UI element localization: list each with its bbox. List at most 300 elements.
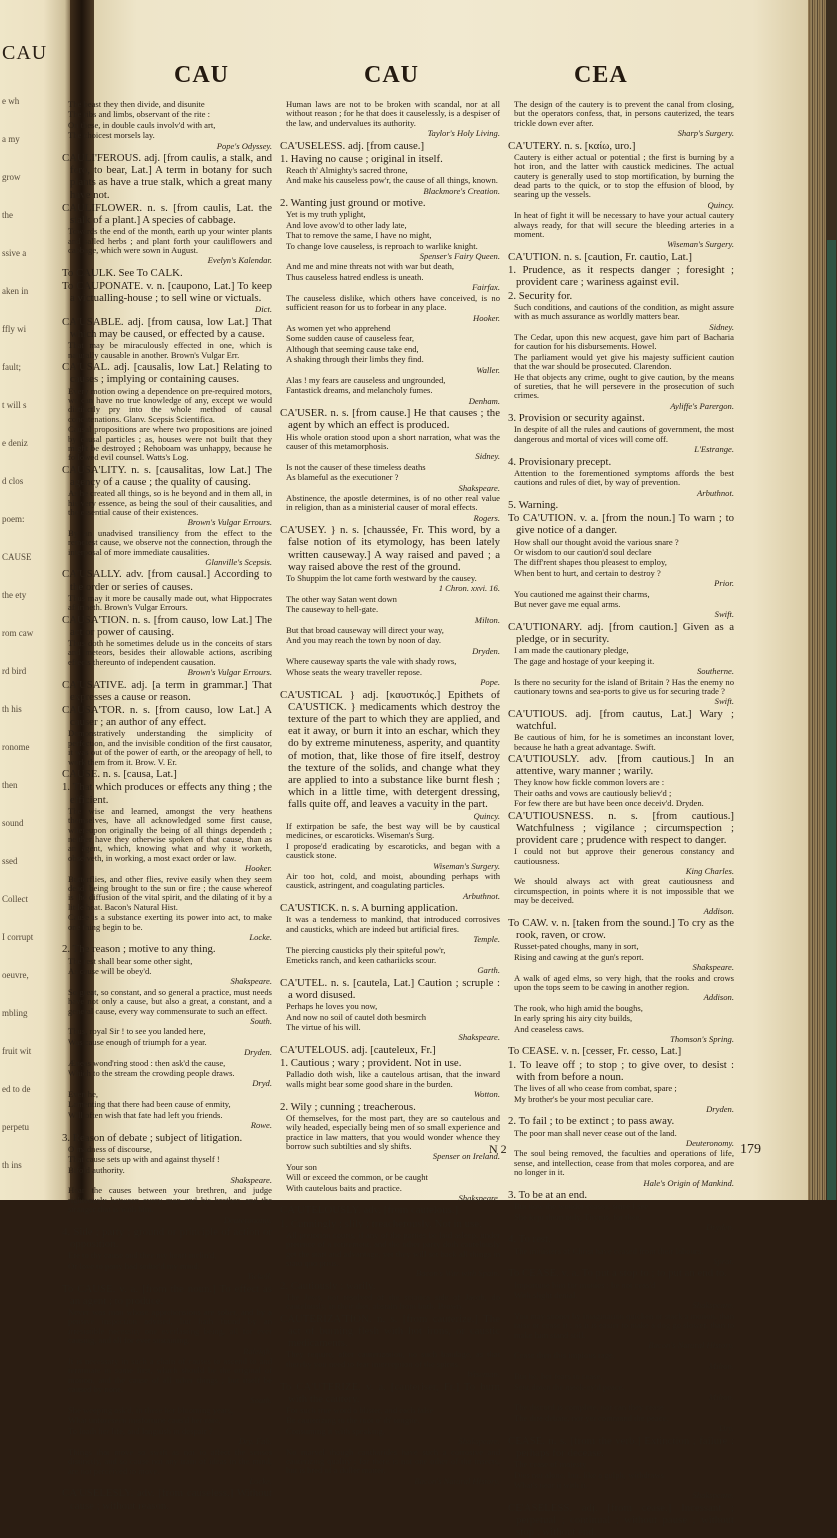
left-page-line: d clos: [2, 476, 24, 486]
citation: Wiseman's Surgery.: [667, 239, 734, 250]
dictionary-entry: 2. To fail ; to be extinct ; to pass away.: [508, 1115, 675, 1128]
quotation: The other way Satan went down: [286, 593, 397, 604]
quotation: Perhaps he loves you now,: [286, 1001, 378, 1012]
citation: Sidney.: [475, 451, 500, 462]
dictionary-entry: To CAW. v. n. [taken from the sound.] To cry as the rook, raven, or crow.: [508, 917, 734, 942]
citation: Brown's Vulgar Errours.: [187, 667, 272, 678]
quotation: Air too hot, cold, and moist, abounding perhaps with caustick, astringent, and coagulating particles.: [286, 870, 500, 891]
dictionary-entry: CA'UTIOUSNESS. n. s. [from cautious.] Watchfulness ; vigilance ; circumspection ; provident care ; prudence with respect to danger.: [508, 809, 734, 846]
quotation: But never gave me equal arms.: [514, 599, 621, 610]
quotation: What unforeseen misfortune caus'd her care,: [68, 1415, 221, 1426]
quotation: When bent to hurt, and certain to destroy ?: [514, 567, 661, 578]
quotation: Abstinence, the apostle determines, is of no other real value in religion, than as a ministerial causer of moral effects.: [286, 493, 500, 513]
left-page-line: fruit wit: [2, 1046, 32, 1056]
left-page-line: ronome: [2, 742, 30, 752]
citation: Deuteronomy.: [223, 1214, 272, 1225]
quotation: Be cauterizing to the root o' th' tongue,: [286, 1415, 420, 1426]
quotation: By an unadvised transiliency from the effect to the remotest cause, we observe not the connection, through the interposal of more immediate causalities.: [68, 527, 272, 557]
quotation: The ministers of Christ have ceased from their labours.: [514, 1245, 704, 1256]
quotation: Although that seeming cause take end,: [286, 343, 419, 354]
headword-center: CAU: [364, 62, 419, 88]
citation: Shakspeare.: [692, 962, 734, 973]
quotation: Causal propositions are where two propositions are joined by causal particles ; as, houses were not built that they might be destroyed ; Rehoboam was unhappy, because he followed evil counsel. Watts's Log.: [68, 424, 272, 463]
citation: 1 Chron. xxvi. 16.: [438, 583, 500, 594]
quotation: The wise and learned, amongst the very heathens themselves, have all acknowledged some first cause, whereupon originally the being of all things dependeth ; neither have they otherwise spoken of that cause, than as an agent, which, knowing what and why it worketh, observeth, in working, a most exact order or law.: [68, 805, 272, 863]
quotation: The lives of all who cease from combat, spare ;: [514, 1083, 677, 1094]
citation: Quincy.: [707, 199, 734, 210]
citation: Blackmore's Creation.: [423, 185, 500, 196]
quotation: The virtue of his will.: [286, 1022, 361, 1033]
dictionary-entry: To CAUPONATE. v. n. [caupono, Lat.] To keep a victualling-house ; to sell wine or victuals.: [62, 280, 272, 305]
quotation: Was cause enough of triumph for a year.: [68, 1036, 207, 1047]
dictionary-page: [62, 0, 810, 1538]
dictionary-entry: CA'USAL. adj. [causalis, low Lat.] Relating to causes ; implying or containing causes.: [62, 361, 272, 386]
citation: Hooker.: [245, 863, 272, 874]
quotation: My brother's be your most peculiar care.: [514, 1093, 654, 1104]
left-running-head: CAU: [2, 42, 48, 64]
quotation: In early spring his airy city builds,: [514, 1013, 633, 1024]
left-page-line: ssed: [2, 856, 18, 866]
citation: Wiseman.: [466, 1369, 500, 1380]
quotation: I propose'd eradicating by escaroticks, and began with a caustick stone.: [286, 840, 500, 861]
left-page-line: fault;: [2, 362, 21, 372]
dictionary-entry: CAUSA'LITY. n. s. [causalitas, low Lat.] The agency of a cause ; the quality of causing.: [62, 463, 272, 488]
dictionary-entry: CAULIFLOWER. n. s. [from caulis, Lat. the stalk of a plant.] A species of cabbage.: [62, 201, 272, 227]
citation: Taylor's Holy Living.: [427, 128, 500, 139]
dictionary-entry: 3. To be at an end.: [508, 1188, 588, 1201]
dictionary-entry: CA'UTION. n. s. [caution, Fr. cautio, Lat.]: [508, 250, 692, 263]
quotation: And make his causeless pow'r, the cause of all things, known.: [286, 175, 498, 186]
dictionary-entry: CAUTERIZA'TION. n. s. [from cauterize.] The act of burning flesh with hot irons, or caustic medicaments.: [280, 1312, 500, 1350]
dictionary-entry: 1. That which produces or effects any thing ; the efficient.: [62, 781, 272, 806]
left-page-line: the ety: [2, 590, 27, 600]
quotation: On these, in double cauls involv'd with art,: [68, 119, 216, 130]
quotation: With cautelous baits and practice.: [286, 1182, 402, 1193]
quotation: You cautioned me against their charms,: [514, 588, 650, 599]
dictionary-entry: 4. To rest.: [508, 1233, 551, 1246]
quotation: No marvel though cantharides have such a corrosive and cauterizing quality ; for there is not one other of the insects, but is bred of a duller matter.: [286, 1446, 500, 1476]
quotation: Bifold authority.: [68, 1164, 125, 1175]
citation: Glanville's Scepsis.: [205, 557, 272, 568]
quotation: Æneas wond'ring stood : then ask'd the cause,: [68, 1057, 226, 1068]
quotation: For such true word a blister, and each false: [286, 1405, 434, 1416]
citation: Shakspeare.: [458, 1032, 500, 1043]
dictionary-entry: CA'USTICK. n. s. A burning application.: [280, 902, 458, 915]
citation: Rowe.: [250, 1120, 272, 1131]
quotation: The beast they then divide, and disunite: [68, 99, 205, 109]
quotation: That to remove the same, I have no might,: [286, 230, 432, 241]
citation: Dryden.: [244, 1047, 272, 1058]
citation: Southerne.: [697, 666, 734, 677]
quotation: Russet-pated choughs, many in sort,: [514, 941, 639, 952]
quotation: Hear the causes between your brethren, and judge righteously between every man and his brother, and the stranger that is with him.: [68, 1185, 272, 1215]
dictionary-entry: CA'UTEL. n. s. [cautela, Lat.] Caution ; scruple : a word disused.: [280, 976, 500, 1002]
citation: Evelyn's Kalendar.: [207, 255, 272, 266]
quotation: The rest shall bear some other sight,: [68, 955, 193, 966]
dictionary-entry: CA'USTICAL } adj. [καυστικός.] Epithets of CA'USTICK. } medicaments which destroy the texture of the part to which they are applied, and eat it away, or burn it into an eschar, which they do by extreme minuteness, asperity, and quantity of motion, that, like those of fire itself, destroy the texture of the solids, and change what they are applied to into a substance like burnt flesh ; which in a little time, with detergent dressing, falls quite off, and leaves a vacuity in the part.: [280, 688, 500, 811]
quotation: Butterflies, and other flies, revive easily when they seem dead, being brought to the sun or fire ; the cause whereof is the diffusion of the vital spirit, and the dilating of it by a little heat. Bacon's Natural Hist.: [68, 873, 272, 912]
quotation: As cause will be obey'd.: [68, 966, 152, 977]
quotation: What's near it with it.: [514, 1479, 588, 1490]
quotation: Thus causeless hatred endless is uneath.: [286, 271, 424, 282]
citation: Bacon's Natural History.: [414, 1475, 500, 1486]
citation: Pope.: [480, 677, 500, 688]
quotation: As blameful as the executioner ?: [286, 472, 399, 483]
quotation: They know how fickle common lovers are :: [514, 777, 665, 788]
quotation: I am made the cautionary pledge,: [514, 645, 629, 656]
dictionary-entry: 4. Side ; party ; ground or principle of action or opposition.: [62, 1225, 272, 1251]
column-2: [280, 99, 500, 1486]
citation: Milton.: [708, 1360, 734, 1371]
quotation: The choicest morsels lay.: [68, 130, 155, 141]
dictionary-entry: To CEASE. v. n. [cesser, Fr. cesso, Lat.]: [508, 1045, 682, 1058]
dictionary-entry: CA'USEY. } n. s. [chaussée, Fr. This word, by a false notion of its etymology, has been lately written causeway.] A way raised and paved ; a way raised above the rest of the ground.: [280, 524, 500, 573]
quotation: Whose seats the weary traveller repose.: [286, 666, 423, 677]
quotation: The parliament would yet give his majesty sufficient caution that the war should be prosecuted. Clarendon.: [514, 351, 734, 372]
quotation: How shall our thought avoid the various snare ?: [514, 536, 679, 547]
dictionary-entry: 2. Wily ; cunning ; treacherous.: [280, 1100, 416, 1113]
citation: Sharp's Surgery.: [677, 128, 734, 139]
quotation: Palladio doth wish, like a cautelous artisan, that the inward walls might bear some good share in the burden.: [286, 1069, 500, 1089]
quotation: They require, after cauterization, no such bandage, as that thereby you need to fear interception of the spirits.: [286, 1349, 500, 1369]
quotation: Such conditions, and cautions of the condition, as might assure with as much assurance as worldly matters bear.: [514, 301, 734, 322]
citation: Hooker.: [473, 312, 500, 323]
quotation: She weeping ask'd, in these her blooming years,: [68, 1405, 234, 1416]
left-page-line: rd bird: [2, 666, 27, 676]
left-page-line: rom caw: [2, 628, 34, 638]
citation: Shakspeare.: [458, 1192, 500, 1203]
citation: South.: [250, 1394, 272, 1405]
dictionary-entry: CAUSA'TOR. n. s. [from causo, low Lat.] A causer ; an author of any effect.: [62, 704, 272, 729]
left-page-line: CAUSE: [2, 552, 32, 562]
dictionary-entry: CA'UTIOUS. adj. [from cautus, Lat.] Wary ; watchful.: [508, 707, 734, 732]
dictionary-entry: CEASE. n. s. [from the verb.] Extinction ; failure : perhaps for decease.: [508, 1434, 734, 1459]
dictionary-entry: CE'ASELESS. adj. [from cease.] Incessant ; perpetual ; continual ; without pause ; without stop ; without end.: [508, 1501, 734, 1538]
dictionary-entry: To CA'UTION. v. a. [from the noun.] To warn ; to give notice of a danger.: [508, 512, 734, 537]
quotation: And ceaseless caws.: [514, 1023, 584, 1034]
dictionary-entry: To CAUSE. v. a. [from the noun.] To effect as an agent ; to produce.: [62, 1282, 272, 1307]
citation: Fairfax.: [472, 282, 500, 293]
citation: Shakspeare.: [692, 1490, 734, 1501]
quotation: Demonstratively understanding the simplicity of perfection, and the invisible condition of the first causator, it was out of the power of earth, or the areopagy of hell, to work them from it. Brow. V. Er.: [68, 728, 272, 767]
dictionary-entry: CA'USELESS. adj. [from cause.]: [280, 139, 425, 152]
quotation: But that broad causeway will direct your way,: [286, 625, 444, 636]
quotation: The poor man shall never cease out of the land.: [514, 1127, 677, 1138]
quotation: Human laws are not to be broken with scandal, nor at all without reason ; for he that does it causelessly, is a despiser of the law, and undervalues its authority.: [286, 99, 500, 128]
quotation: O madness of discourse,: [68, 1143, 153, 1154]
quotation: Be cautious of him, for he is sometimes an inconstant lover, because he hath a great advantage. Swift.: [514, 732, 734, 752]
dictionary-entry: CA'UTELOUS. adj. [cauteleux, Fr.]: [280, 1043, 436, 1056]
quotation: Attention to the forementioned symptoms affords the best cautions and rules of diet, by way of prevention.: [514, 467, 734, 488]
quotation: With slight denial.: [514, 1290, 578, 1300]
left-page-line: then: [2, 780, 18, 790]
citation: King Charles.: [685, 865, 734, 876]
citation: Hale's Origin of Mankind.: [643, 1177, 734, 1188]
quotation: Consuming it with speaking.: [286, 1425, 385, 1436]
quotation: Importune him for monies : be not ceas'd: [514, 1279, 656, 1290]
dictionary-entry: 2. Security for.: [508, 289, 573, 302]
left-page-line: mbling: [2, 1008, 28, 1018]
quotation: Every motion owing a dependence on pre-required motors, we can have no true knowledge of any, except we would distinctly pry into the whole method of causal concatenations. Glanv. Scepsis Scientifica.: [68, 385, 272, 424]
dictionary-entry: CA'UTIONARY. adj. [from caution.] Given as a pledge, or in security.: [508, 620, 734, 646]
citation: Spenser on Ireland.: [432, 1151, 500, 1162]
left-page-line: ssive a: [2, 248, 27, 258]
citation: Deuteronomy.: [685, 1137, 734, 1148]
quotation: He that objects any crime, ought to give caution, by the means of sureties, that he will persevere in the prosecution of such crimes.: [514, 371, 734, 401]
citation: Temple.: [473, 934, 500, 945]
quotation: Fantastick dreams, and melancholy fumes.: [286, 385, 433, 396]
dictionary-entry: 2. The reason ; motive to any thing.: [62, 943, 216, 956]
left-page-line: th ins: [2, 1160, 22, 1170]
quotation: All pretorian courts, if any of the parties be laid asleep, under pretence of a retirement, and the other party doth cautelously get the start and advantage, yet they will set back all things in statu quo prius.: [286, 1229, 500, 1268]
quotation: Where causeway sparts the vale with shady rows,: [286, 656, 457, 667]
dictionary-entry: CA'UTERY. n. s. [καίω, uro.]: [508, 139, 636, 152]
quotation: But now the wonder ceases, since I see: [514, 1201, 649, 1212]
dictionary-entry: CA'UTIOUSLY. adv. [from cautious.] In an attentive, wary manner ; warily.: [508, 752, 734, 778]
citation: Wiseman's Surgery.: [433, 860, 500, 871]
quotation: Thus doth he sometimes delude us in the conceits of stars and meteors, besides their allowable actions, ascribing effects thereunto of independent causation.: [68, 638, 272, 667]
citation: Thomson's Spring.: [670, 1034, 734, 1045]
cover-stripe: [827, 240, 836, 1200]
dictionary-entry: 5. Warning.: [508, 499, 559, 512]
quotation: Reach th' Almighty's sacred throne,: [286, 165, 408, 176]
citation: Addison.: [703, 905, 734, 916]
quotation: The diff'rent shapes thou pleasest to employ,: [514, 557, 667, 568]
quotation: As he created all things, so is he beyond and in them all, in his very essence, as being the soul of their causalities, and the essential cause of their existences.: [68, 488, 272, 517]
left-page-line: Collect: [2, 894, 28, 904]
citation: Bacon's Natural History.: [648, 1340, 734, 1351]
quotation: A walk of aged elms, so very high, that the rooks and crows upon the tops seem to be cawing in another region.: [514, 972, 734, 993]
citation: Dry. Fab.: [238, 1436, 272, 1447]
quotation: It is necessary in such a chain of causes to ascend to and terminate in some first, which should be the original of motion, and the cause of all other things ; but itself be caused by none.: [68, 1356, 272, 1395]
quotation: As women yet who apprehend: [286, 322, 391, 333]
left-page-line: th his: [2, 704, 22, 714]
quotation: Lamenting that there had been cause of enmity,: [68, 1099, 231, 1110]
column-1: [62, 99, 272, 1512]
left-page-line: t will s: [2, 400, 27, 410]
quotation: The ribs and limbs, observant of the rite :: [68, 109, 211, 120]
quotation: The causeless dislike, which others have conceived, is no sufficient reason for us to forbear in any place.: [286, 292, 500, 313]
citation: Sprat.: [713, 1255, 734, 1266]
left-page-line: aken in: [2, 286, 29, 296]
headword-right: CEA: [574, 62, 628, 88]
citation: Milton.: [708, 1392, 734, 1403]
dictionary-entry: CAULI'FEROUS. adj. [from caulis, a stalk, and fero, to bear, Lat.] A term in botany for such plants as have a true stalk, which a great many have not.: [62, 152, 272, 201]
quotation: To Shuppim the lot came forth westward by the causey.: [286, 573, 477, 584]
citation: Arbuthnot.: [462, 890, 500, 901]
citation: Addison.: [703, 992, 734, 1003]
quotation: Never was man whose apprehensions are sober, and by a pensive inspection advised, but hath found by an irresistible necessity one everlasting being, all for ever causing, and all for ever sustaining.: [68, 1307, 272, 1346]
quotation: The dire debate, nor yet command the peace.: [514, 1412, 669, 1423]
quotation: Emeticks ranch, and keen cathariicks scour.: [286, 955, 437, 966]
quotation: Of themselves, for the most part, they are so cautelous and wily headed, especially being men of so small experience and practice in law matters, that you would wonder whence they borrow such subtilties and sly shifts.: [286, 1112, 500, 1151]
quotation: Their oaths and vows are cautiously believ'd ;: [514, 787, 672, 798]
quotation: And love avow'd to other lady late,: [286, 219, 407, 230]
quotation: The gage and hostage of your keeping it.: [514, 655, 655, 666]
quotation: The piercing causticks ply their spiteful pow'r,: [286, 944, 446, 955]
citation: L'Estrange.: [694, 444, 734, 455]
dictionary-entry: 2. Cautiously ; warily.: [280, 1279, 376, 1292]
quotation: Cautery is either actual or potential ; the first is burning by a hot iron, and the latter with caustick medicines. The actual cautery is generally used to stop mortification, by burning the dead parts to the quick, or to stop the effusion of blood, by searing up the vessels.: [514, 151, 734, 200]
citation: Garth.: [477, 965, 500, 976]
quotation: The Jews, not resolved of the sciatica side of Jacob, do cautelously, in their diet, abstain from both. Brown.: [286, 1292, 500, 1312]
dictionary-entry: 4. Provisionary precept.: [508, 455, 612, 468]
quotation: Cause is a substance exerting its power into act, to make one thing begin to be.: [68, 912, 272, 932]
quotation: So great, so constant, and so general a practice, must needs have not only a cause, but also a great, a constant, and a general cause, every way commensurate to such an effect.: [68, 986, 272, 1016]
dictionary-entry: CA'USATIVE. adj. [a term in grammar.] That expresses a cause or reason.: [62, 678, 272, 703]
citation: Quincy.: [473, 810, 500, 821]
dictionary-entry: CAUSA'TION. n. s. [from causo, low Lat.] The act or power of causing.: [62, 613, 272, 638]
quotation: The design of the cautery is to prevent the canal from closing, but the operators confess, that, in persons cauterized, the tears trickle down ever after.: [514, 99, 734, 128]
quotation: Is there no security for the island of Britain ? Has the enemy no cautionary towns and sea-ports to give us for securing trade ?: [514, 676, 734, 696]
quotation: The discord is complete, nor can they cease: [514, 1402, 664, 1413]
citation: Shakspeare.: [230, 976, 272, 987]
citation: Wotton.: [473, 1089, 500, 1100]
quotation: In despite of all the rules and cautions of government, the most dangerous and mortal of vices will come off.: [514, 424, 734, 444]
dictionary-entry: CA'USABLE. adj. [from causa, low Lat.] That which may be caused, or effected by a cause.: [62, 315, 272, 341]
quotation: The cease of majesty: [514, 1459, 587, 1470]
citation: Prior.: [714, 578, 734, 589]
dictionary-entry: CA'USER. n. s. [from cause.] He that causes ; the agent by which an effect is produced.: [280, 407, 500, 432]
quotation: We should always act with great cautiousness and circumspection, in points where it is not impossible that we may be deceived.: [514, 876, 734, 906]
citation: Shakspeare.: [230, 1174, 272, 1185]
quotation: To change love causeless, is reproach to warlike knight.: [286, 240, 478, 251]
dictionary-entry: To CAULK. See To CALK.: [62, 266, 183, 279]
quotation: And me and mine threats not with war but death,: [286, 261, 455, 272]
page-number: 179: [740, 1142, 761, 1157]
quotation: Towards the end of the month, earth up your winter plants and salled herbs ; and plant forth your cauliflowers and cabbage, which were sown in August.: [68, 226, 272, 256]
dictionary-entry: 1. Having no cause ; original in itself.: [280, 152, 443, 165]
quotation: In heat of fight it will be necessary to have your actual cautery always ready, for that will secure the bleeding arteries in a moment.: [514, 210, 734, 240]
quotation: His whole oration stood upon a short narration, what was the causer of this metamorphosis.: [286, 431, 500, 451]
quotation: But he, her fears to cease,: [514, 1371, 603, 1382]
citation: Milton.: [474, 614, 500, 625]
quotation: Is not the causer of these timeless deaths: [286, 461, 426, 472]
citation: Tickell.: [246, 1271, 272, 1282]
citation: Dry.: [718, 1423, 734, 1434]
left-page-line: sound: [2, 818, 24, 828]
citation: Swift.: [714, 609, 734, 620]
citation: Brown's Vulgar Errours.: [187, 517, 272, 528]
quotation: That may be miraculously effected in one, which is naturally causable in another. Brown's Vulgar Err.: [68, 340, 272, 360]
citation: Spenser's Fairy Queen.: [419, 251, 500, 262]
left-page-line: I corrupt: [2, 932, 34, 942]
quotation: Some sudden cause of causeless fear,: [286, 333, 415, 344]
quotation: Which to the stream the crowding people draws.: [68, 1068, 235, 1079]
left-page-line: the: [2, 210, 13, 220]
left-page-line: grow: [2, 172, 21, 182]
citation: Dict.: [255, 304, 272, 315]
quotation: And you may reach the town by noon of day.: [286, 635, 442, 646]
column-3: [508, 99, 734, 1538]
quotation: To loath her life, and languish in despair ?: [68, 1425, 213, 1436]
dictionary-entry: 1. Cautious ; wary ; provident. Not in use.: [280, 1057, 462, 1070]
citation: Bacon's War with Spain.: [415, 1268, 500, 1279]
citation: Dryden.: [472, 645, 500, 656]
citation: South.: [250, 1016, 272, 1027]
quotation: You may sooner by imagination quicken or stack a motion, than raise or cease it ; as it is easier to make a dog go slower, than to make him stand still.: [514, 1310, 734, 1340]
left-page-line: ed to de: [2, 1084, 31, 1094]
citation: Raleigh.: [243, 1345, 272, 1356]
quotation: Or love to party had seduc'd my mind.: [68, 1260, 200, 1271]
quotation: Ere to thy cause and thee my heart inclin'd,: [68, 1250, 217, 1261]
quotation: The Cedar, upon this new acquest, gave him part of Bacharia for caution for his disbursements. Howel.: [514, 331, 734, 352]
citation: Swift.: [714, 696, 734, 707]
citation: Pope's Odyssey.: [216, 140, 272, 151]
quotation: Will or exceed the common, or be caught: [286, 1172, 428, 1183]
quotation: The causeway to hell-gate.: [286, 604, 379, 615]
citation: Dryd.: [252, 1078, 272, 1089]
citation: Shakspeare.: [458, 1436, 500, 1447]
quotation: Your son: [286, 1161, 317, 1172]
quotation: She kept them only, Tityrus, for thee.: [514, 1211, 642, 1222]
dictionary-entry: CA'UTELOUSLY. adv. [from cautelous.]: [280, 1204, 459, 1217]
quotation: Thus, royal Sir ! to see you landed here,: [68, 1026, 206, 1037]
quotation: Or wisdom to our caution'd soul declare: [514, 547, 652, 558]
quotation: Even he,: [68, 1088, 99, 1099]
citation: Ayliffe's Parergon.: [670, 400, 734, 411]
left-page-line: oeuvre,: [2, 970, 29, 980]
dictionary-entry: To CA'UTERIZE. v. a. [cauteriser, Fr.] To burn with the cautery.: [280, 1380, 500, 1405]
signature-mark: N 2: [489, 1142, 507, 1156]
citation: Shakspeare.: [692, 1300, 734, 1311]
quotation: Thus may it more be causally made out, what Hippocrates affirmeth. Brown's Vulgar Errours.: [68, 592, 272, 613]
left-page-line: e deniz: [2, 438, 28, 448]
citation: Dryden.: [706, 1221, 734, 1232]
left-page-line: a my: [2, 134, 20, 144]
quotation: I could not but approve their generous constancy and cautiousness.: [514, 846, 734, 866]
citation: Shakspeare.: [458, 482, 500, 493]
quotation: The soul being removed, the faculties and operations of life, sense, and intellection, cease from that moles corporea, and are no longer in it.: [514, 1148, 734, 1178]
quotation: Dies not alone, but, like a gulph, withdraws: [514, 1469, 664, 1480]
dictionary-entry: 1. To leave off ; to stop ; to give over, to desist : with from before a noun.: [508, 1058, 734, 1083]
citation: Locke.: [249, 1475, 272, 1486]
citation: Rogers.: [473, 512, 500, 523]
left-page-line: ffly wi: [2, 324, 27, 334]
dictionary-entry: CA'USELESLY. adv. [from causeless.] Without cause ; without reason.: [62, 1487, 272, 1512]
citation: Denham.: [468, 395, 500, 406]
dictionary-entry: CA'USALLY. adv. [from causal.] According to the order or series of causes.: [62, 568, 272, 593]
dictionary-entry: 3. Reason of debate ; subject of litigation.: [62, 1131, 243, 1144]
quotation: Alas ! my fears are causeless and ungrounded,: [286, 374, 446, 385]
left-page-line: poem:: [2, 514, 25, 524]
citation: Locke.: [249, 932, 272, 942]
left-page-line: perpetu: [2, 1122, 29, 1132]
dictionary-entry: 1. Cunningly ; slily ; treacherously. Not in use.: [280, 1217, 482, 1230]
dictionary-entry: CAUSE. n. s. [causa, Lat.]: [62, 768, 177, 781]
quotation: Things that move so swift as not to affect the senses distinctly, and so cause not any train of ideas in the mind, are not perceived to move.: [68, 1446, 272, 1476]
quotation: The rook, who high amid the boughs,: [514, 1002, 643, 1013]
dictionary-entry: 1. Prudence, as it respects danger ; foresight ; provident care ; wariness against evil.: [508, 264, 734, 289]
dictionary-entry: To CEASE. v. a. To put a stop to ; to put an end to.: [508, 1267, 727, 1280]
quotation: Cease then this impious rage.: [514, 1350, 615, 1361]
quotation: Sent down the meek-ey'd peace.: [514, 1381, 625, 1392]
citation: Waller.: [476, 364, 500, 375]
headword-left: CAU: [174, 62, 229, 88]
quotation: And now no soil of cautel doth besmirch: [286, 1011, 427, 1022]
citation: Arbuthnot.: [696, 487, 734, 498]
dictionary-entry: 3. Provision or security against.: [508, 412, 645, 425]
dictionary-entry: 2. Wanting just ground or motive.: [280, 197, 426, 210]
citation: Sidney.: [709, 321, 734, 332]
quotation: That cause sets up with and against thyself !: [68, 1154, 220, 1165]
quotation: For few there are but have been once deceiv'd. Dryden.: [514, 798, 704, 809]
quotation: It was a tenderness to mankind, that introduced corrosives and causticks, which are indeed but artificial fires.: [286, 914, 500, 934]
citation: Dryden.: [706, 1103, 734, 1114]
left-page-line: e wh: [2, 96, 20, 106]
quotation: Rising and cawing at the gun's report.: [514, 951, 644, 962]
quotation: If extirpation be safe, the best way will be by caustical medicines, or escaroticks. Wiseman's Surg.: [286, 820, 500, 841]
